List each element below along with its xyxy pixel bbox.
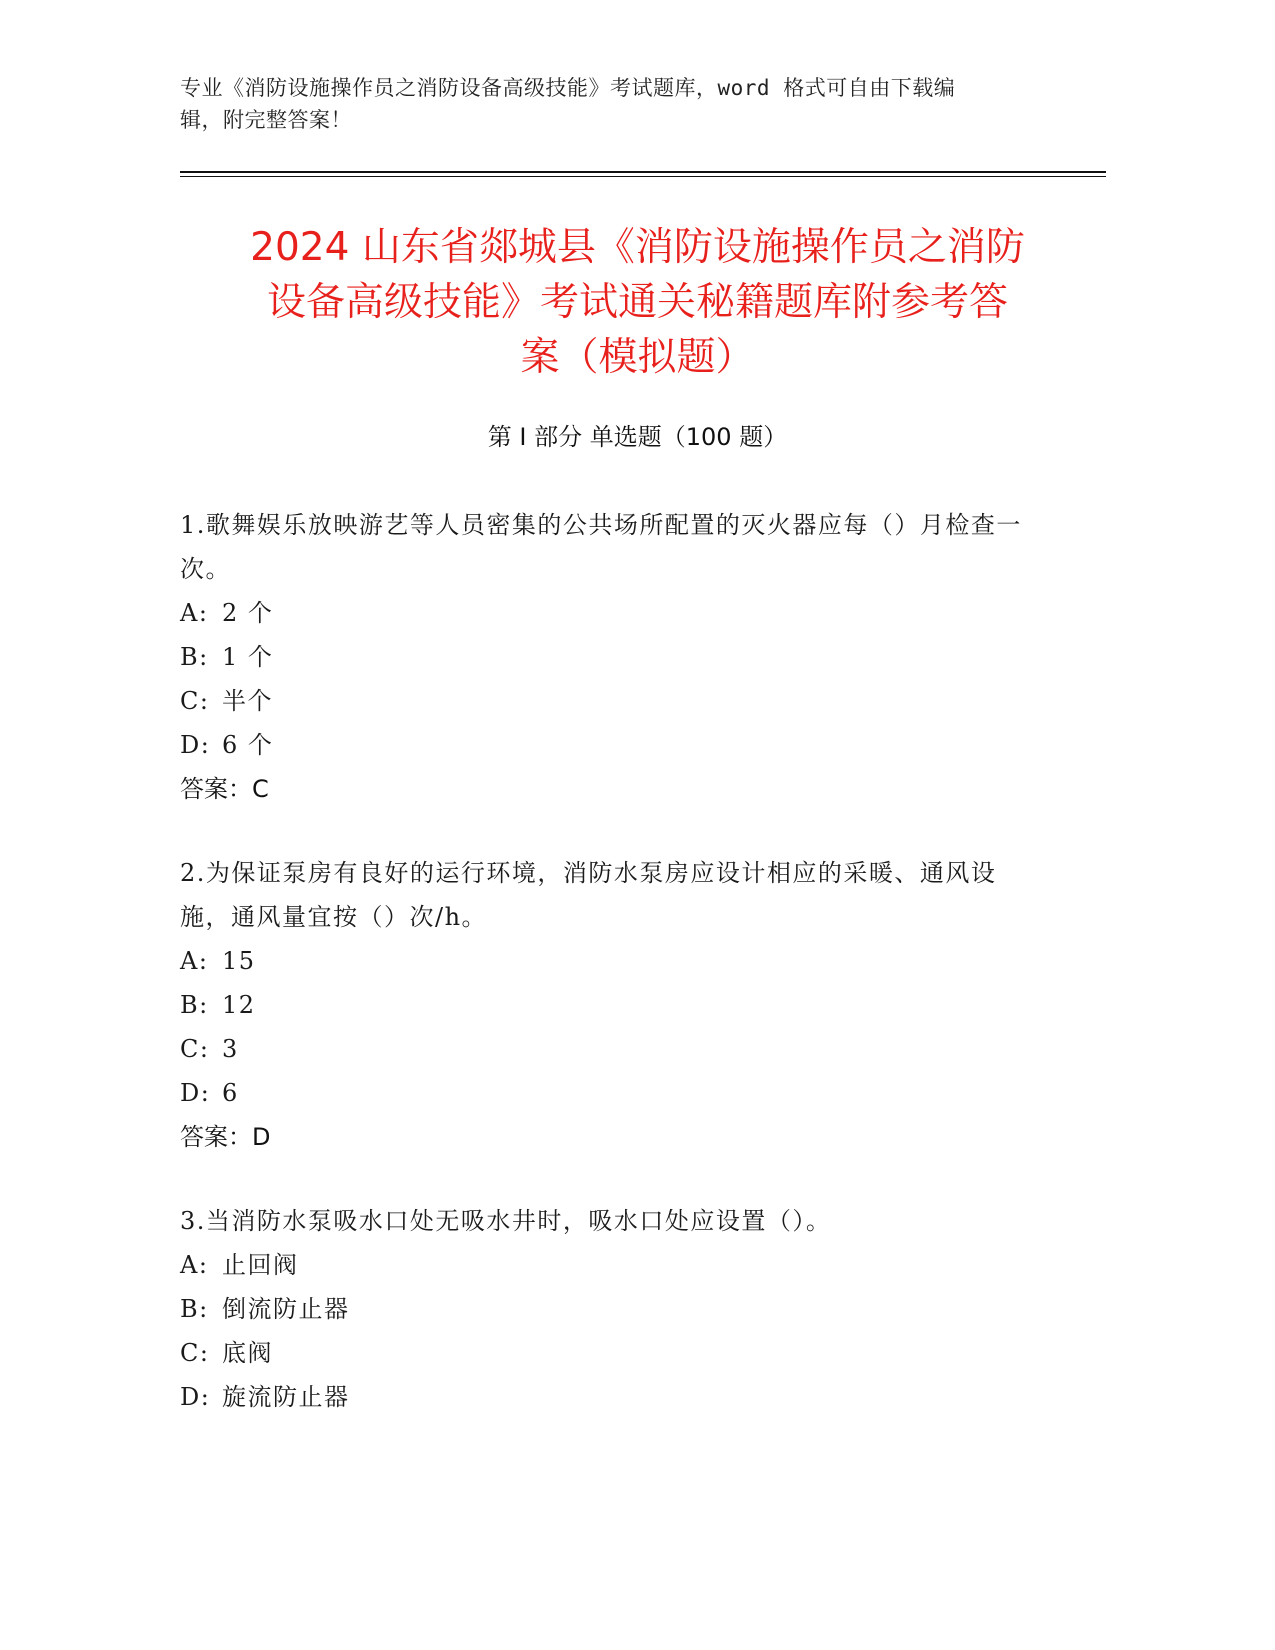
option-text: 6	[222, 1079, 239, 1107]
option-c	[180, 679, 1040, 723]
question-stem: 2.为保证泵房有良好的运行环境，消防水泵房应设计相应的采暖、通风设施，通风量宜按（）次/h。	[180, 859, 997, 931]
option-letter: A:	[180, 947, 209, 975]
option-letter: C:	[180, 687, 210, 715]
header-divider-thin	[180, 176, 1106, 177]
option-letter: C:	[180, 1339, 210, 1367]
question-1	[180, 503, 1040, 811]
option-a	[180, 591, 1040, 635]
option-letter: B:	[180, 991, 209, 1019]
question-stem: 1.歌舞娱乐放映游艺等人员密集的公共场所配置的灭火器应每（）月检查一次。	[180, 511, 1022, 583]
option-d	[180, 1375, 1040, 1419]
document-title-line-3: 案（模拟题）	[520, 335, 755, 380]
option-text: 底阀	[222, 1339, 273, 1367]
question-2	[180, 851, 1040, 1159]
question-3	[180, 1199, 1040, 1419]
option-text: 止回阀	[222, 1251, 299, 1279]
header-note-line-1: 专业《消防设施操作员之消防设备高级技能》考试题库，word 格式可自由下载编	[180, 76, 956, 100]
option-b	[180, 983, 1040, 1027]
option-text: 半个	[222, 687, 273, 715]
document-title	[160, 220, 1115, 385]
section-heading: 第 I 部分 单选题（100 题）	[487, 423, 788, 451]
option-letter: D:	[180, 1079, 211, 1107]
option-text: 15	[222, 947, 256, 975]
question-stem: 3.当消防水泵吸水口处无吸水井时，吸水口处应设置（）。	[180, 1207, 832, 1235]
option-letter: B:	[180, 643, 209, 671]
option-letter: B:	[180, 1295, 209, 1323]
option-text: 2 个	[222, 599, 274, 627]
header-divider-thick	[180, 171, 1106, 173]
option-d	[180, 723, 1040, 767]
option-letter: C:	[180, 1035, 210, 1063]
option-c	[180, 1027, 1040, 1071]
option-d	[180, 1071, 1040, 1115]
option-text: 1 个	[222, 643, 274, 671]
answer-line: 答案：D	[180, 1123, 271, 1151]
option-b	[180, 1287, 1040, 1331]
option-text: 旋流防止器	[222, 1383, 350, 1411]
option-c	[180, 1331, 1040, 1375]
document-title-line-2: 设备高级技能》考试通关秘籍题库附参考答	[266, 280, 1008, 325]
header-note-line-2: 辑，附完整答案！	[180, 108, 352, 132]
option-letter: A:	[180, 1251, 209, 1279]
option-text: 6 个	[222, 731, 274, 759]
option-letter: D:	[180, 731, 211, 759]
option-a	[180, 939, 1040, 983]
option-b	[180, 635, 1040, 679]
header-note	[180, 72, 1060, 136]
option-text: 3	[222, 1035, 239, 1063]
document-title-line-1: 2024 山东省郯城县《消防设施操作员之消防	[250, 225, 1025, 270]
option-text: 12	[222, 991, 256, 1019]
option-a	[180, 1243, 1040, 1287]
answer-line: 答案：C	[180, 775, 269, 803]
option-text: 倒流防止器	[222, 1295, 350, 1323]
option-letter: D:	[180, 1383, 211, 1411]
option-letter: A:	[180, 599, 209, 627]
